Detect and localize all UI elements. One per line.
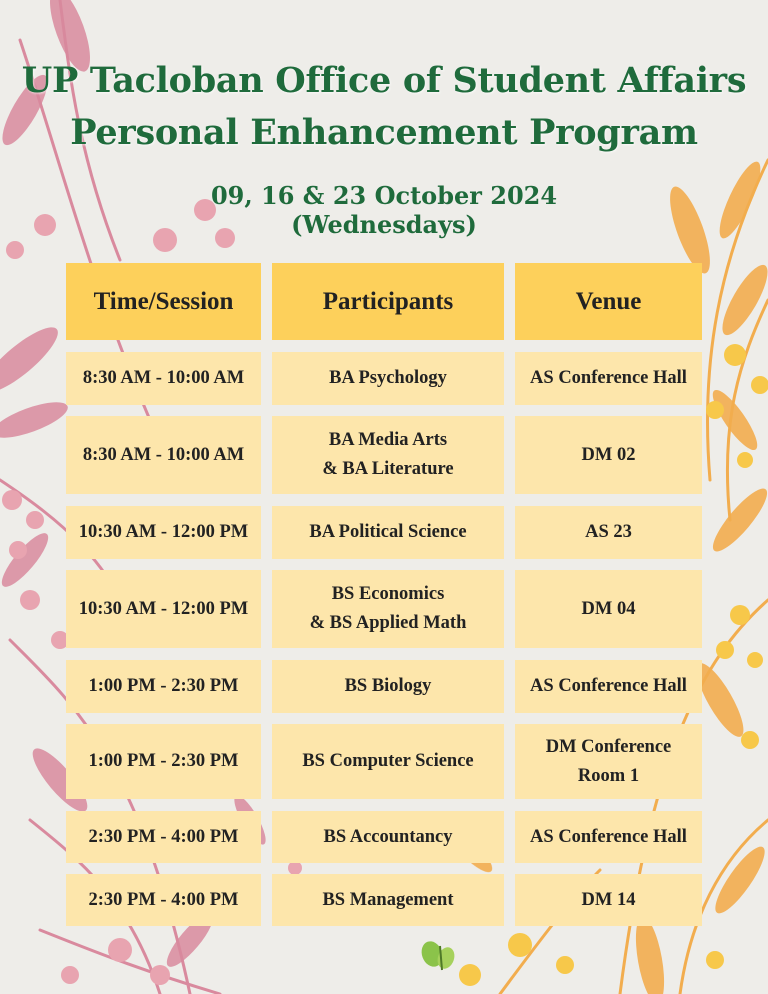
cell-time-row-4: 10:30 AM - 12:00 PM [66,570,261,648]
venue-text: AS Conference Hall [530,368,687,388]
participants-text: BS Accountancy [323,826,453,847]
venue-text: AS 23 [585,522,632,542]
dates-line: 09, 16 & 23 October 2024 [210,181,558,210]
cell-time-row-7: 2:30 PM - 4:00 PM [66,811,261,863]
participants-text: BA Political Science [309,522,467,542]
participants-text: BA Psychology [329,368,447,388]
cell-venue-row-1 [515,352,702,405]
venue-text: DM 04 [581,598,636,619]
weekday-note: (Wednesdays) [291,210,477,239]
participants-line-1: BA Media Arts [328,430,448,450]
header-time-session: Time/Session [66,263,261,340]
title-line-1: UP Tacloban Office of Student Affairs [21,60,747,101]
cell-participants-row-2 [272,416,504,494]
cell-participants-row-3 [272,506,504,559]
participants-text [322,426,453,484]
cell-time-row-3: 10:30 AM - 12:00 PM [66,506,261,559]
venue-line-1: DM Conference [545,736,672,757]
participants-text: BS Computer Science [302,751,474,771]
cell-participants-row-8 [272,874,504,926]
cell-time-row-5: 1:00 PM - 2:30 PM [66,660,261,713]
venue-text: DM 02 [581,444,636,465]
cell-time-row-2: 8:30 AM - 10:00 AM [66,416,261,494]
cell-venue-row-8 [515,874,702,926]
cell-participants-row-4 [272,570,504,648]
venue-text [546,733,672,791]
cell-venue-row-7 [515,811,702,863]
cell-time-row-8: 2:30 PM - 4:00 PM [66,874,261,926]
header-participants: Participants [272,263,504,340]
cell-participants-row-5 [272,660,504,713]
participants-line-2: & BA Literature [322,459,454,479]
cell-participants-row-6 [272,724,504,799]
cell-venue-row-2 [515,416,702,494]
participants-text: BS Biology [344,676,432,696]
title-line-2: Personal Enhancement Program [70,112,698,153]
cell-time-row-6: 1:00 PM - 2:30 PM [66,724,261,799]
participants-text [310,580,467,638]
cell-venue-row-6 [515,724,702,799]
cell-time-row-1: 8:30 AM - 10:00 AM [66,352,261,405]
cell-venue-row-3 [515,506,702,559]
participants-line-2: & BS Applied Math [309,613,467,633]
cell-participants-row-1 [272,352,504,405]
cell-venue-row-5 [515,660,702,713]
venue-text: AS Conference Hall [530,676,687,696]
venue-text: AS Conference Hall [530,826,687,847]
venue-line-2: Room 1 [577,765,640,786]
header-venue: Venue [515,263,702,340]
butterfly-icon [418,938,457,971]
venue-text: DM 14 [581,889,636,910]
participants-text: BS Management [322,889,454,910]
cell-participants-row-7 [272,811,504,863]
participants-line-1: BS Economics [331,584,445,604]
cell-venue-row-4 [515,570,702,648]
